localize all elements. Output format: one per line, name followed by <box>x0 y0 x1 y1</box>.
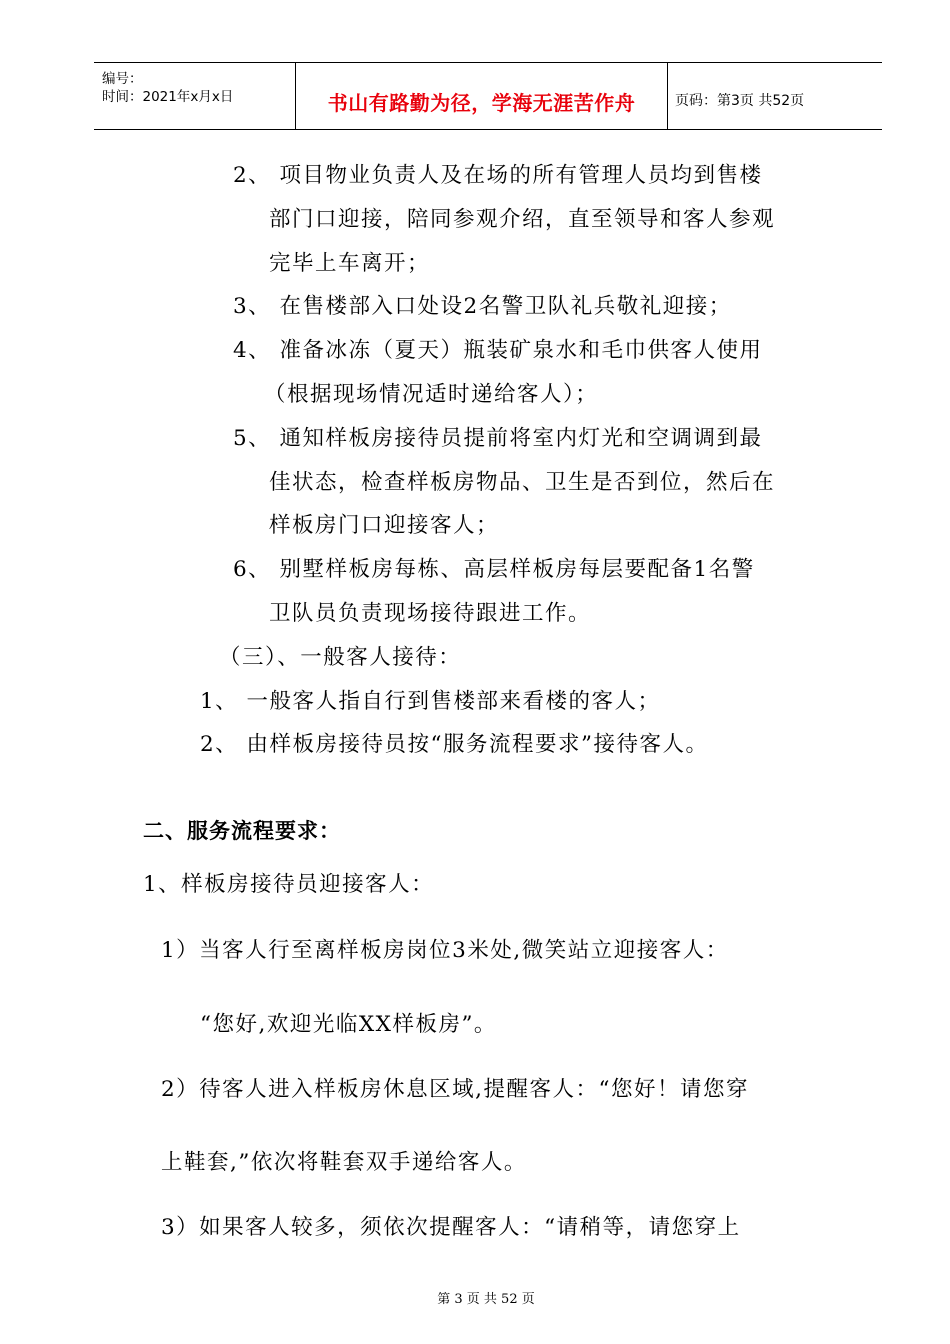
procedure-step-2: 2）待客人进入样板房休息区域,提醒客人：“您好！请您穿 <box>161 1077 750 1102</box>
header-page-info: 页码：第3页 共52页 <box>675 93 805 109</box>
procedure-step-1: 1）当客人行至离样板房岗位3米处,微笑站立迎接客人： <box>161 938 729 963</box>
document-number-label: 编号： <box>102 71 143 87</box>
list-item-4: 4、 准备冰冻（夏天）瓶装矿泉水和毛巾供客人使用 <box>233 338 763 363</box>
procedure-item-1: 1、样板房接待员迎接客人： <box>143 872 435 897</box>
list-item-5-cont-1: 佳状态，检查样板房物品、卫生是否到位，然后在 <box>269 470 776 495</box>
page-footer: 第 3 页 共 52 页 <box>437 1292 535 1307</box>
list-item-2-cont-2: 完毕上车离开； <box>269 251 431 276</box>
general-item-2: 2、 由样板房接待员按“服务流程要求”接待客人。 <box>200 732 709 757</box>
list-item-2: 2、 项目物业负责人及在场的所有管理人员均到售楼 <box>233 163 763 188</box>
list-item-3: 3、 在售楼部入口处设2名警卫队礼兵敬礼迎接； <box>233 294 732 319</box>
header-motto: 书山有路勤为径，学海无涯苦作舟 <box>327 91 636 115</box>
list-item-5: 5、 通知样板房接待员提前将室内灯光和空调调到最 <box>233 426 763 451</box>
subsection-heading: （三）、一般客人接待： <box>219 645 462 670</box>
list-item-6-cont: 卫队员负责现场接待跟进工作。 <box>269 601 592 626</box>
procedure-step-3: 3）如果客人较多，须依次提醒客人：“请稍等，请您穿上 <box>161 1215 741 1240</box>
document-header <box>94 62 882 130</box>
general-item-1: 1、 一般客人指自行到售楼部来看楼的客人； <box>200 689 661 714</box>
section-heading: 二、服务流程要求： <box>143 819 341 843</box>
list-item-6: 6、 别墅样板房每栋、高层样板房每层要配备1名警 <box>233 557 755 582</box>
header-meta-cell <box>94 63 295 129</box>
header-motto-cell <box>295 63 668 129</box>
header-page-cell <box>668 63 882 129</box>
procedure-step-1-greeting: “您好,欢迎光临XX样板房”。 <box>200 1012 497 1037</box>
list-item-5-cont-2: 样板房门口迎接客人； <box>269 513 500 538</box>
list-item-2-cont-1: 部门口迎接，陪同参观介绍，直至领导和客人参观 <box>269 207 776 232</box>
list-item-4-cont: （根据现场情况适时递给客人）； <box>264 382 599 407</box>
procedure-step-2-cont: 上鞋套,”依次将鞋套双手递给客人。 <box>161 1150 527 1175</box>
document-date: 时间：2021年x月x日 <box>102 89 234 105</box>
